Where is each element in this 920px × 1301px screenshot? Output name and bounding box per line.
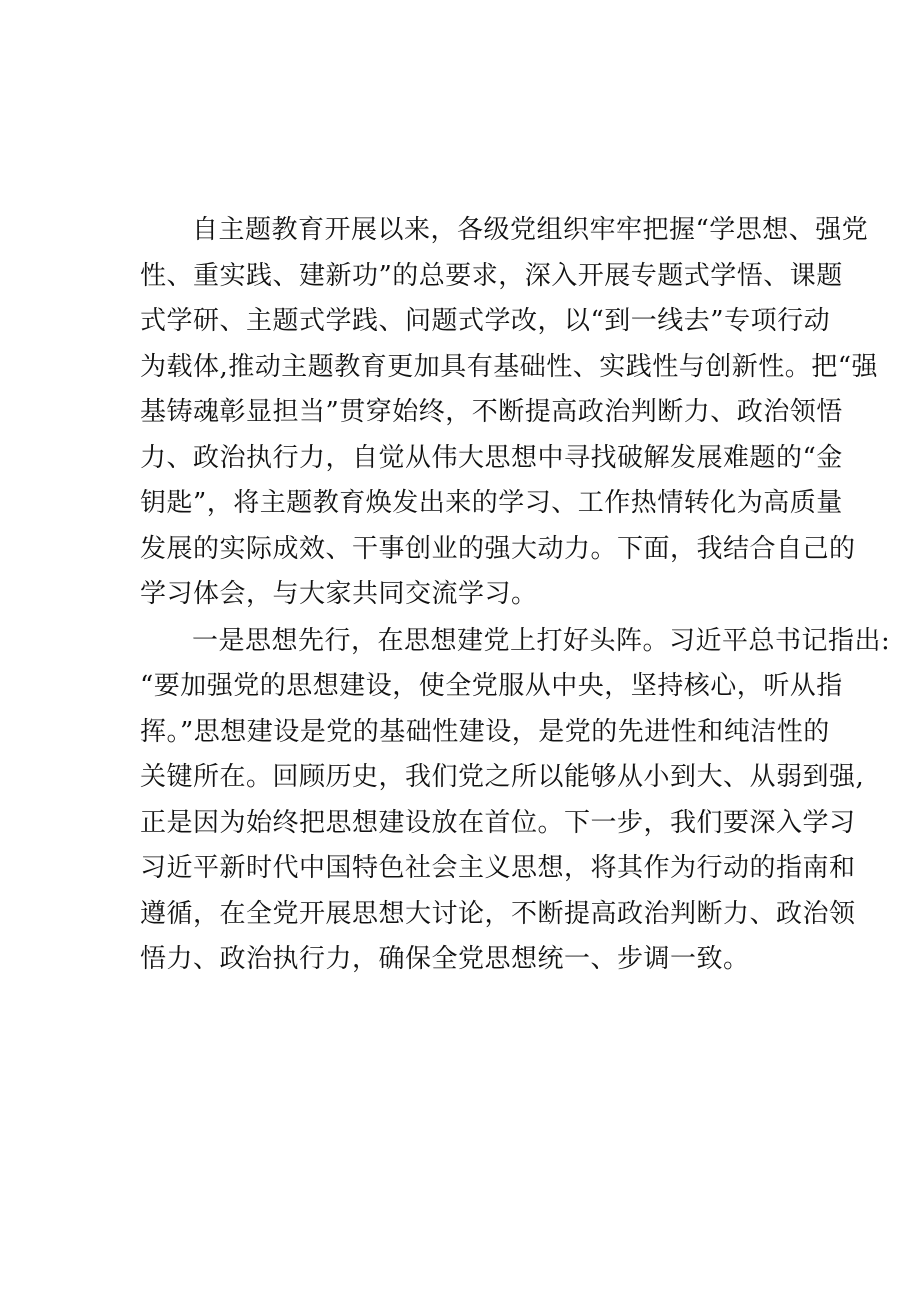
text-line: 为载体,推动主题教育更加具有基础性、实践性与创新性。把“强 [140, 351, 879, 382]
text-line: 悟力、政治执行力，确保全党思想统一、步调一致。 [140, 944, 750, 974]
text-line: 发展的实际成效、干事创业的强大动力。下面，我结合自己的 [140, 533, 856, 564]
text-line: 式学研、主题式学践、问题式学改，以“到一线去”专项行动 [140, 306, 831, 336]
text-line: “要加强党的思想建设，使全党服从中央，坚持核心，听从指 [140, 671, 843, 701]
text-line: 习近平新时代中国特色社会主义思想，将其作为行动的指南和 [140, 853, 856, 883]
text-line: 正是因为始终把思想建设放在首位。下一步，我们要深入学习 [140, 807, 856, 838]
text-line: 遵循，在全党开展思想大讨论，不断提高政治判断力、政治领 [140, 898, 856, 929]
text-line: 自主题教育开展以来，各级党组织牢牢把握“学思想、强党 [192, 215, 869, 245]
text-line: 性、重实践、建新功”的总要求，深入开展专题式学悟、课题 [140, 260, 843, 291]
text-line: 钥匙”，将主题教育焕发出来的学习、工作热情转化为高质量 [140, 488, 843, 518]
text-line: 基铸魂彰显担当”贯穿始终，不断提高政治判断力、政治领悟 [140, 397, 843, 427]
text-line: 力、政治执行力，自觉从伟大思想中寻找破解发展难题的“金 [140, 442, 843, 473]
paragraph-thought-first [140, 619, 891, 983]
paragraph-intro [140, 208, 879, 618]
text-line: 学习体会，与大家共同交流学习。 [140, 579, 538, 609]
document-body [140, 208, 891, 983]
text-line: 关键所在。回顾历史，我们党之所以能够从小到大、从弱到强, [140, 762, 865, 792]
text-line: 挥。”思想建设是党的基础性建设，是党的先进性和纯洁性的 [140, 716, 830, 747]
text-line: 一是思想先行，在思想建党上打好头阵。习近平总书记指出: [192, 625, 891, 656]
